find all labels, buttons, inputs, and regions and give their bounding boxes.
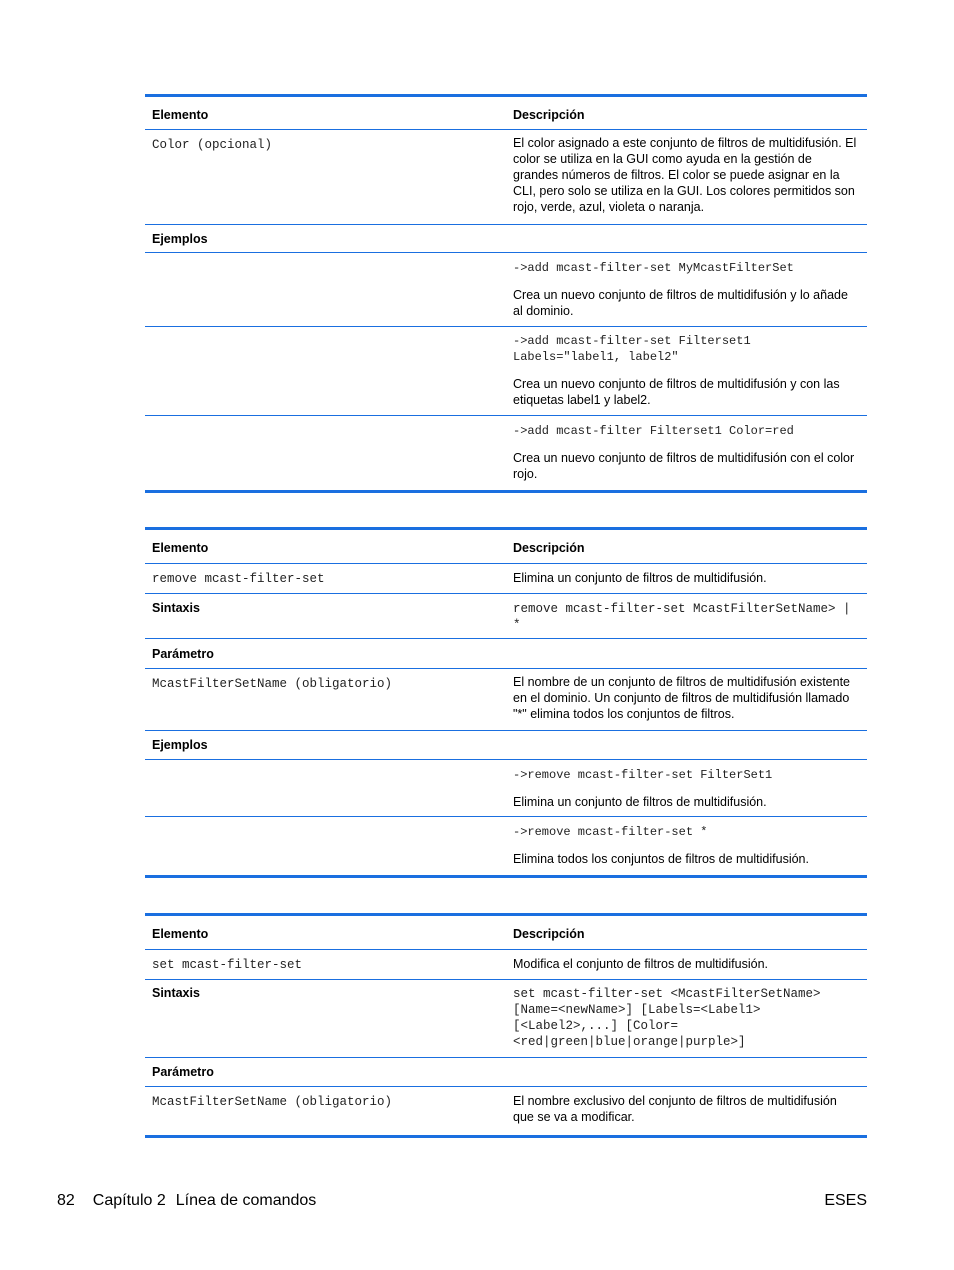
- param-color: Color (opcional): [145, 130, 506, 225]
- column-header-elemento: Elemento: [145, 529, 506, 564]
- table-set-mcast-filter-set: [145, 913, 867, 1138]
- command-description: Elimina un conjunto de filtros de multidifusión.: [506, 564, 867, 594]
- table-add-mcast-filter-set-cont: [145, 94, 867, 493]
- parameter-label: Parámetro: [145, 1058, 506, 1087]
- param-color-description: El color asignado a este conjunto de filtros de multidifusión. El color se utiliza en la GUI como ayuda en la gestión de grandes números de filtros. El color se puede asignar en la CLI, pero solo se utiliza en la GUI. Los colores permitidos son rojo, verde, azul, violeta o naranja.: [506, 130, 867, 225]
- chapter-title: Línea de comandos: [175, 1192, 317, 1209]
- parameter-description: El nombre de un conjunto de filtros de multidifusión existente en el dominio. Un conjunto de filtros de multidifusión llamado "*" elimina todos los conjuntos de filtros.: [506, 669, 867, 731]
- table-remove-mcast-filter-set: [145, 527, 867, 878]
- column-header-descripcion: Descripción: [506, 529, 867, 564]
- parameter-label: Parámetro: [145, 639, 506, 669]
- column-header-elemento: Elemento: [145, 96, 506, 130]
- chapter-label: Capítulo 2: [92, 1192, 166, 1209]
- syntax-value: remove mcast-filter-set McastFilterSetName> | *: [506, 594, 867, 639]
- syntax-label: Sintaxis: [145, 980, 506, 1058]
- example-description: Elimina un conjunto de filtros de multidifusión.: [513, 795, 767, 809]
- examples-label: Ejemplos: [145, 731, 506, 760]
- example-2: [506, 817, 867, 877]
- column-header-descripcion: Descripción: [506, 915, 867, 950]
- example-code: ->remove mcast-filter-set FilterSet1: [513, 768, 773, 782]
- parameter-description: El nombre exclusivo del conjunto de filtros de multidifusión que se va a modificar.: [506, 1087, 867, 1137]
- parameter-name: McastFilterSetName (obligatorio): [145, 1087, 506, 1137]
- example-code: ->add mcast-filter-set MyMcastFilterSet: [513, 261, 794, 275]
- command-description: Modifica el conjunto de filtros de multidifusión.: [506, 950, 867, 980]
- example-code: ->add mcast-filter Filterset1 Color=red: [513, 424, 794, 438]
- examples-label: Ejemplos: [145, 225, 506, 253]
- example-description: Elimina todos los conjuntos de filtros de multidifusión.: [513, 852, 809, 866]
- syntax-value: set mcast-filter-set <McastFilterSetName> [Name=<newName>] [Labels=<Label1>[<Label2>,...] [Color=<red|green|blue|orange|purple>]: [506, 980, 867, 1058]
- example-code: ->remove mcast-filter-set *: [513, 825, 708, 839]
- command-name: remove mcast-filter-set: [145, 564, 506, 594]
- example-2: [506, 327, 867, 416]
- example-description: Crea un nuevo conjunto de filtros de multidifusión con el color rojo.: [513, 451, 855, 481]
- command-name: set mcast-filter-set: [145, 950, 506, 980]
- example-description: Crea un nuevo conjunto de filtros de multidifusión y lo añade al dominio.: [513, 288, 848, 318]
- footer-locale: ESES: [824, 1192, 867, 1209]
- example-description: Crea un nuevo conjunto de filtros de multidifusión y con las etiquetas label1 y label2.: [513, 377, 840, 407]
- example-1: [506, 253, 867, 327]
- column-header-elemento: Elemento: [145, 915, 506, 950]
- syntax-label: Sintaxis: [145, 594, 506, 639]
- column-header-descripcion: Descripción: [506, 96, 867, 130]
- example-code: ->add mcast-filter-set Filterset1 Labels="label1, label2": [513, 334, 751, 364]
- page-number: 82: [57, 1192, 75, 1209]
- example-3: [506, 416, 867, 492]
- example-1: [506, 760, 867, 817]
- parameter-name: McastFilterSetName (obligatorio): [145, 669, 506, 731]
